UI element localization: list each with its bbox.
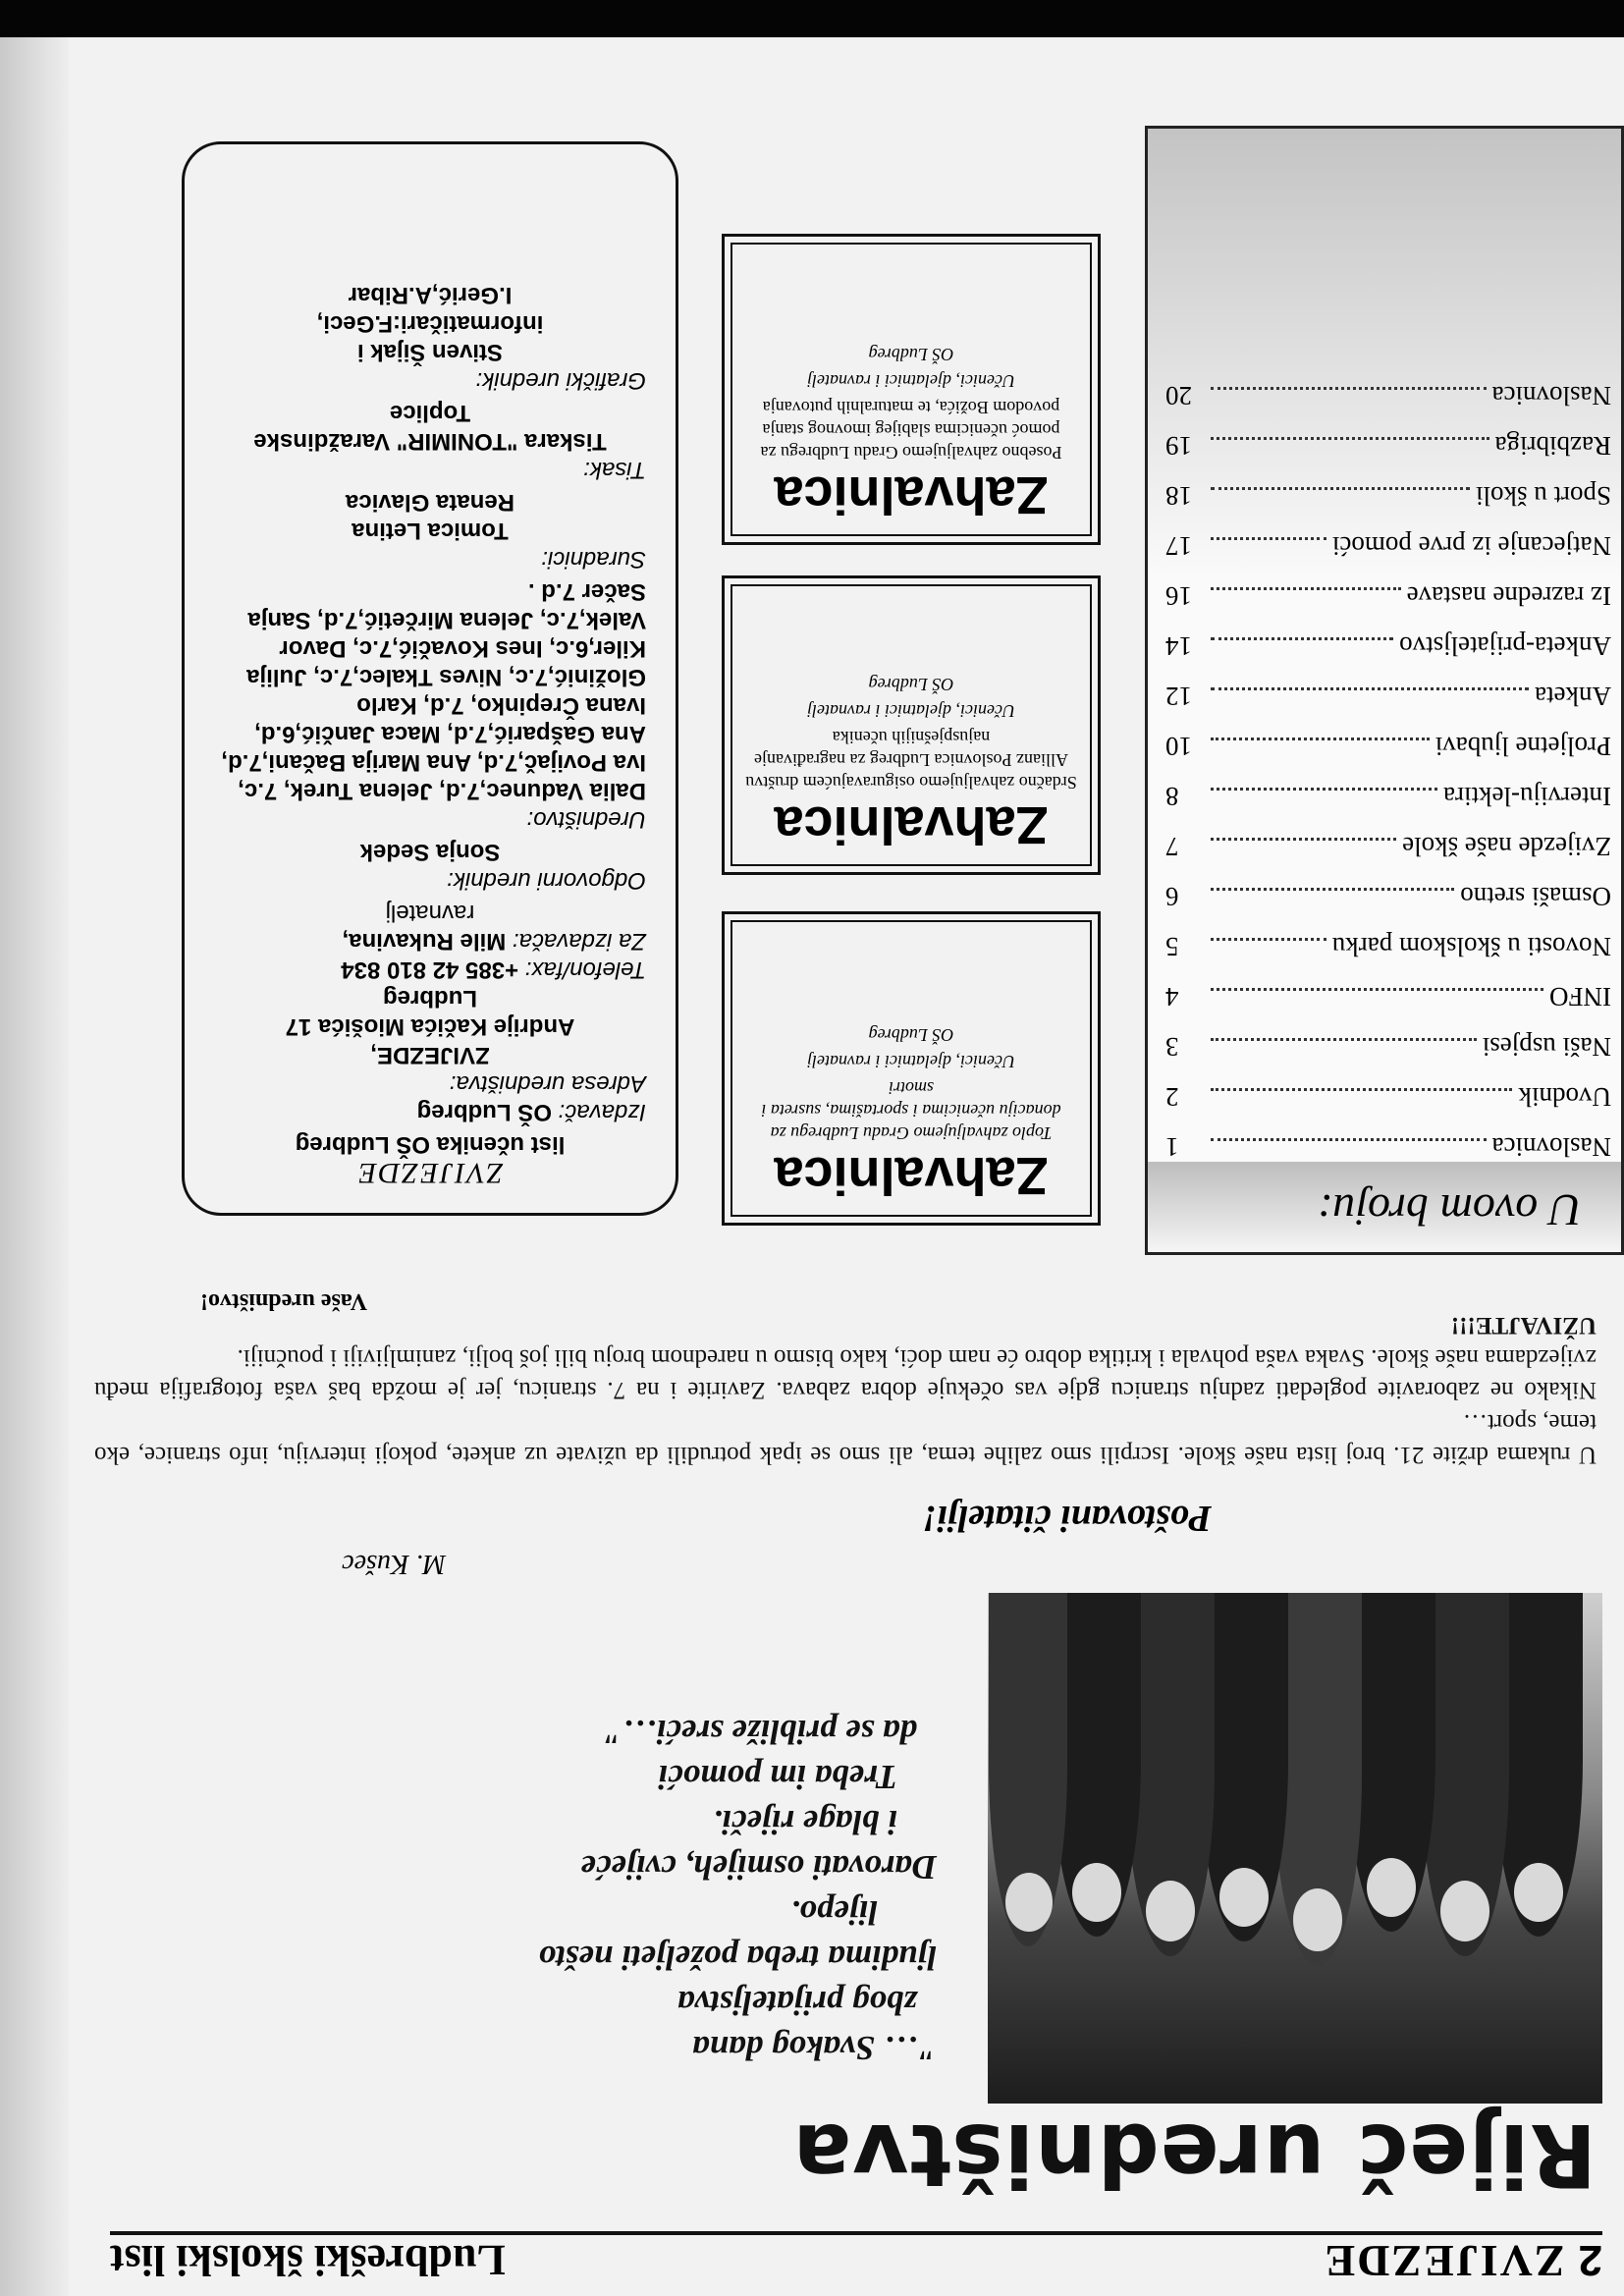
letter-body bbox=[94, 1309, 1597, 1471]
staff-list: Dalia Vadunec,7.d, Jelena Turek, 7.c, Iva Povijač,7.d, Ana Marija Bačani,7.d, Ana Gašparić,7.d, Maca Jančić,6.d, Ivana Črepinko, 7.d, Karlo Gložinić,7.c, Nives Tkalec,7.c, Julija Kiler,6.c, Ines Kovačić,7.c, Davor Valek,7.c, Jelena Mirčetić,7.d, Sanja Sačer 7.d . bbox=[221, 578, 646, 804]
group-photo bbox=[988, 1593, 1602, 2104]
publisher-value: OŠ Ludbreg bbox=[416, 1099, 552, 1125]
letter-signoff: Vaše uredništvo! bbox=[199, 1288, 367, 1314]
thanks-box-1 bbox=[722, 911, 1101, 1226]
letter-paragraph: U rukama držite 21. broj lista naše škole. Iscrpili smo zalihe tema, ali smo se ipak potrudili da uživate uz ankete, pokoji interviju, info stranice, eko teme, sport… bbox=[94, 1409, 1597, 1468]
graphic-name: informatičari:F.Geci, bbox=[316, 310, 544, 337]
thanks-box-3 bbox=[722, 234, 1101, 545]
toc-item[interactable]: Sport u školi 18 bbox=[1165, 481, 1611, 511]
editor-label: Odgovorni urednik: bbox=[447, 867, 646, 894]
quote-line: ljudima treba poželjeti nešto bbox=[538, 1939, 937, 1977]
editor-value: Sonja Sedek bbox=[359, 839, 501, 865]
thanks-signature: OŠ Ludbreg bbox=[868, 345, 954, 364]
quote-line: Treba im pomoći bbox=[658, 1758, 897, 1796]
toc-item[interactable]: Novosti u školskom parku 5 bbox=[1165, 932, 1611, 961]
address-line: ZVIJEZDE, bbox=[370, 1042, 490, 1068]
publisher-label: Izdavač: bbox=[558, 1099, 646, 1125]
letter-paragraph: UŽIVAJTE!!! bbox=[1450, 1312, 1597, 1339]
toc-item[interactable]: Interviju-lektira 8 bbox=[1165, 782, 1611, 811]
page-fold-shadow bbox=[0, 37, 69, 2296]
thanks-title: Zahvalnica bbox=[774, 795, 1049, 854]
toc-item[interactable]: Naslovnica 20 bbox=[1165, 381, 1611, 410]
thanks-title: Zahvalnica bbox=[774, 465, 1049, 524]
for-publisher-label: Za izdavača: bbox=[512, 928, 646, 955]
collab-name: Tomica Letina bbox=[352, 518, 509, 544]
toc-heading: U ovom broju: bbox=[1148, 1162, 1621, 1252]
collab-name: Renata Glavica bbox=[345, 489, 515, 516]
table-of-contents bbox=[1145, 126, 1624, 1255]
thanks-text: Toplo zahvaljujemo Gradu Ludbregu za donaciju učenicima i sportašima, susreta i smotri bbox=[761, 1078, 1061, 1143]
for-publisher-value: Mile Rukavina, bbox=[342, 928, 507, 955]
quote-line: "… Svakog dana bbox=[692, 2029, 937, 2067]
graphic-name: I.Gerić,A.Ribar bbox=[348, 282, 513, 308]
toc-item[interactable]: Osmaši sretno 6 bbox=[1165, 882, 1611, 911]
staff-label: Uredništvo: bbox=[526, 806, 646, 833]
quote-line: Darovati osmijeh, cvijeće bbox=[580, 1848, 937, 1886]
page-header bbox=[110, 2231, 1602, 2288]
scan-top-edge bbox=[0, 0, 1624, 37]
rotated-sheet bbox=[69, 37, 1624, 2296]
impressum-magazine: ZVIJEZDE bbox=[356, 1157, 504, 1189]
thanks-title: Zahvalnica bbox=[774, 1146, 1049, 1205]
quote-block bbox=[387, 1709, 937, 2070]
thanks-signature: OŠ Ludbreg bbox=[868, 675, 954, 694]
collab-label: Suradnici: bbox=[541, 546, 646, 573]
thanks-text: Posebno zahvaljujemo Gradu Ludbregu za pomoć učenicima slabijeg imovnog stanja povodom Božića, te maturalnih putovanja bbox=[760, 398, 1062, 463]
thanks-signature: Učenici, djelatnici i ravnatelj bbox=[807, 701, 1015, 721]
magazine-subtitle: Ludbreški školski list bbox=[110, 2236, 506, 2284]
for-publisher-role: ravnatelj bbox=[385, 900, 475, 926]
thanks-box-2 bbox=[722, 575, 1101, 875]
address-label: Adresa uredništva: bbox=[449, 1070, 646, 1097]
thanks-signature: Učenici, djelatnici i ravnatelj bbox=[807, 371, 1015, 391]
address-line: Ludbreg bbox=[383, 985, 477, 1011]
print-label: Tisak: bbox=[583, 457, 646, 483]
thanks-signature: OŠ Ludbreg bbox=[868, 1025, 954, 1045]
toc-item[interactable]: Razbibriga 19 bbox=[1165, 431, 1611, 461]
quote-line: zbog prijateljstva bbox=[677, 1984, 917, 2022]
toc-item[interactable]: Zvijezde naše škole 7 bbox=[1165, 832, 1611, 861]
page-number: 2 bbox=[1578, 2236, 1602, 2284]
letter-paragraph: Nikako ne zaboravite pogledati zadnju stranicu gdje vas očekuje dobra zabava. Zavirite i na 7. stranicu, jer je možda baš vaša fotografija među zvijezdama naše škole. Svaka vaša pohvala i kritika dobro će nam doći, kako bismo u narednom broju bili još bolji, zanimljiviji i poučniji. bbox=[94, 1344, 1597, 1403]
quote-line: i blage riječi. bbox=[713, 1803, 897, 1841]
quote-line: lijepo. bbox=[790, 1893, 878, 1932]
letter-greeting: Poštovani čitatelji! bbox=[922, 1498, 1212, 1539]
graphic-name: Stiven Šijak i bbox=[356, 339, 504, 365]
toc-item[interactable]: Iz razredne nastave 16 bbox=[1165, 581, 1611, 611]
toc-item[interactable]: Anketa-prijateljstvo 14 bbox=[1165, 631, 1611, 661]
toc-item[interactable]: Uvodnik 2 bbox=[1165, 1082, 1611, 1112]
toc-item[interactable]: Naši uspjesi 3 bbox=[1165, 1032, 1611, 1062]
toc-item[interactable]: Proljetne ljubavi 10 bbox=[1165, 732, 1611, 761]
thanks-text: Srdačno zahvaljujemo osiguravajućem društvu Allianz Poslovnica Ludbreg za nagrađivanje najuspješnijih učenika bbox=[745, 728, 1077, 793]
quote-line: da se približe sreći…" bbox=[603, 1713, 917, 1751]
print-value: Tiskara "TONIMIR" Varaždinske Toplice bbox=[253, 400, 607, 455]
thanks-signature: Učenici, djelatnici i ravnatelj bbox=[807, 1052, 1015, 1071]
quote-author: M. Kušec bbox=[342, 1549, 446, 1579]
page-title: Riječ uredništva bbox=[791, 2105, 1597, 2206]
address-line: Andrije Kačića Miošića 17 bbox=[285, 1013, 575, 1040]
toc-item[interactable]: Anketa 12 bbox=[1165, 682, 1611, 711]
toc-item[interactable]: Naslovnica 1 bbox=[1165, 1132, 1611, 1162]
phone-value: +385 42 810 834 bbox=[341, 957, 519, 983]
graphic-label: Grafički urednik: bbox=[475, 367, 646, 394]
phone-label: Telefon/fax: bbox=[524, 957, 646, 983]
impressum-subtitle: list učenika OŠ Ludbreg bbox=[295, 1131, 566, 1158]
toc-item[interactable]: INFO 4 bbox=[1165, 982, 1611, 1011]
impressum bbox=[182, 141, 678, 1216]
magazine-name: ZVIJEZDE bbox=[1323, 2236, 1565, 2286]
toc-item[interactable]: Natjecanje iz prve pomoći 17 bbox=[1165, 531, 1611, 561]
